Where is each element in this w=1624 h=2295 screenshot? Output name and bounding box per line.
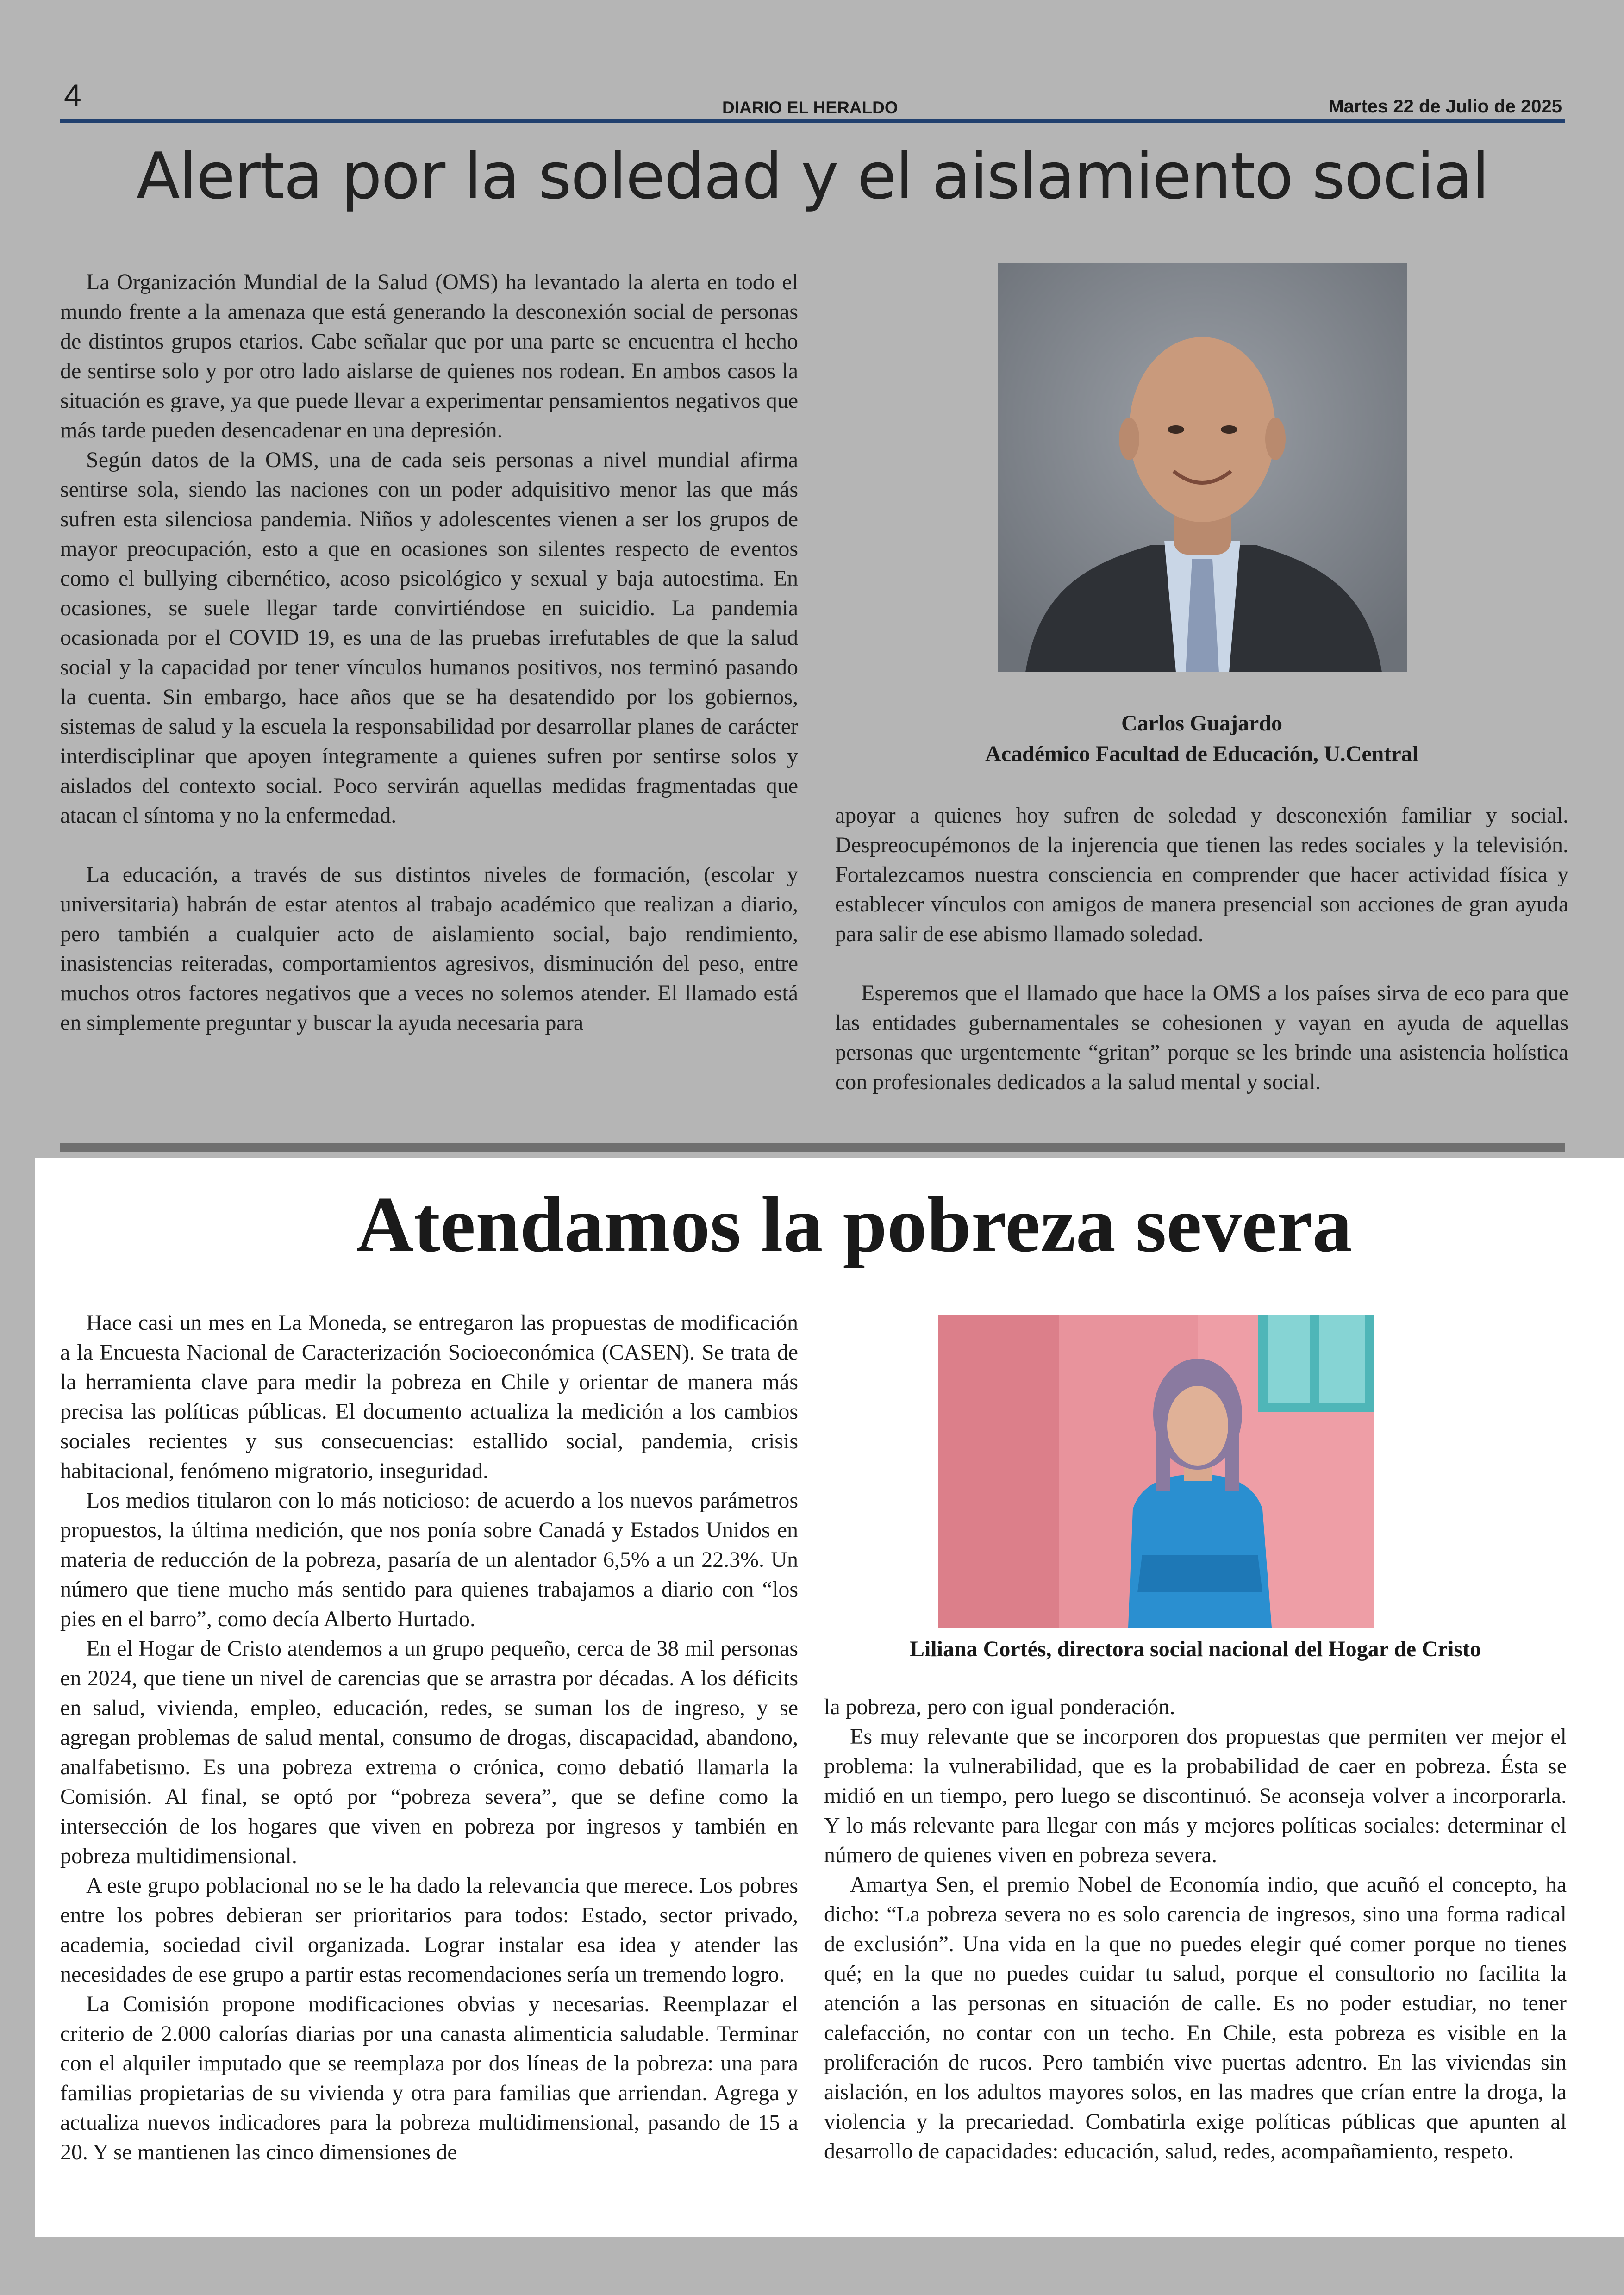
article-2-right-column bbox=[824, 1692, 1567, 2166]
article-1-title: Alerta por la soledad y el aislamiento social bbox=[136, 139, 1489, 213]
paragraph: Hace casi un mes en La Moneda, se entregaron las propuestas de modificación a la Encuesta Nacional de Caracterización Socioeconómica (CASEN). Se trata de la herramienta clave para medir la pobreza en Chile y orientar de manera más precisa las políticas públicas. El documento actualiza la medición a los cambios sociales recientes y sus consecuencias: estallido social, pandemia, crisis habitacional, fenómeno migratorio, inseguridad. bbox=[60, 1310, 798, 1483]
page-number: 4 bbox=[64, 78, 81, 113]
article-1-right-column bbox=[835, 801, 1568, 1097]
paragraph: A este grupo poblacional no se le ha dado la relevancia que merece. Los pobres entre los pobres debieran ser prioritarios para todos: Estado, sector privado, academia, sociedad civil organizada. Lograr instalar esa idea y atender las necesidades de ese grupo a partir estas recomendaciones sería un tremendo logro. bbox=[60, 1873, 798, 1987]
paragraph: En el Hogar de Cristo atendemos a un grupo pequeño, cerca de 38 mil personas en 2024, que tiene un nivel de carencias que se arrastra por décadas. A los déficits en salud, vivienda, empleo, educación, redes, se suman los de ingreso, y se agregan problemas de salud mental, consumo de drogas, discapacidad, abandono, analfabetismo. Es una pobreza extrema o crónica, como debatió llamarla la Comisión. Al final, se optó por “pobreza severa”, que se define como la intersección de los hogares que viven en pobreza por ingresos y también en pobreza multidimensional. bbox=[60, 1636, 798, 1868]
article-2-title: Atendamos la pobreza severa bbox=[356, 1181, 1352, 1269]
paragraph: apoyar a quienes hoy sufren de soledad y desconexión familiar y social. Despreocupémonos de la injerencia que tienen las redes sociales y la televisión. Fortalezcamos nuestra consciencia en comprender que hacer actividad física y establecer vínculos con amigos de manera presencial son acciones de gran ayuda para salir de ese abismo llamado soledad. bbox=[835, 803, 1568, 946]
paragraph: Amartya Sen, el premio Nobel de Economía indio, que acuñó el concepto, ha dicho: “La pobreza severa no es solo carencia de ingresos, sino una forma radical de exclusión”. Una vida en la que no puedes elegir qué comer porque no tienes qué; en la que no puedes cuidar tu salud, porque el consultorio no facilita la atención a las personas en situación de calle. Es no poder estudiar, no tener calefacción, no contar con un techo. En Chile, esta pobreza es visible en la proliferación de rucos. Pero también vive puertas adentro. En las viviendas sin aislación, en los adultos mayores solos, en las madres que crían entre la droga, la violencia y la precariedad. Combatirla exige políticas públicas que apunten al desarrollo de capacidades: educación, salud, redes, acompañamiento, respeto. bbox=[824, 1872, 1567, 2164]
article-1-left-column bbox=[60, 268, 798, 1038]
paragraph: Los medios titularon con lo más noticioso: de acuerdo a los nuevos parámetros propuestos, la última medición, que nos ponía sobre Canadá y Estados Unidos en materia de reducción de la pobreza, pasaría de un alentador 6,5% a un 22.3%. Un número que tiene mucho más sentido para quienes trabajamos a diario con “los pies en el barro”, como decía Alberto Hurtado. bbox=[60, 1488, 798, 1631]
paragraph: La Organización Mundial de la Salud (OMS) ha levantado la alerta en todo el mundo frente a la amenaza que está generando la desconexión social de personas de distintos grupos etarios. Cabe señalar que por una parte se encuentra el hecho de sentirse solo y por otro lado aislarse de quienes nos rodean. En ambos casos la situación es grave, ya que puede llevar a experimentar pensamientos negativos que más tarde pueden desencadenar en una depresión. bbox=[60, 270, 798, 443]
publication-date: Martes 22 de Julio de 2025 bbox=[1328, 96, 1562, 117]
header-rule bbox=[60, 119, 1565, 123]
paragraph: Según datos de la OMS, una de cada seis personas a nivel mundial afirma sentirse sola, siendo las naciones con un poder adquisitivo menor las que más sufren esta silenciosa pandemia. Niños y adolescentes vienen a ser los grupos de mayor preocupación, esto a que en ocasiones son silentes respecto de eventos como el bullying cibernético, acoso psicológico y sexual y baja autoestima. En ocasiones, se suele llegar tarde convirtiéndose en suicidio. La pandemia ocasionada por el COVID 19, es una de las pruebas irrefutables de que la salud social y la capacidad por tener vínculos humanos positivos, nos terminó pasando la cuenta. Sin embargo, hace años que se ha desatendido por los gobiernos, sistemas de salud y la escuela la responsabilidad por desarrollar planes de carácter interdisciplinar que apoyen íntegramente a quienes sufren por sentirse solos y aislados del contexto social. Poco servirán aquellas medidas fragmentadas que atacan el síntoma y no la enfermedad. bbox=[60, 448, 798, 828]
photo-caption: Liliana Cortés, directora social nacional del Hogar de Cristo bbox=[909, 1637, 1481, 1661]
paragraph: Es muy relevante que se incorporen dos propuestas que permiten ver mejor el problema: la vulnerabilidad, que es la probabilidad de caer en pobreza. Ésta se midió en un tiempo, pero luego se discontinuó. Se aconseja volver a incorporarla. Y lo más relevante para llegar con más y mejores políticas sociales: determinar el número de quienes viven en pobreza severa. bbox=[824, 1724, 1567, 1867]
paragraph: La Comisión propone modificaciones obvias y necesarias. Reemplazar el criterio de 2.000 calorías diarias por una canasta alimenticia saludable. Terminar con el alquiler imputado que se reemplaza por dos líneas de la pobreza: una para familias propietarias de su vivienda y otra para familias que arriendan. Agrega y actualiza nuevos indicadores para la pobreza multidimensional, pasando de 15 a 20. Y se mantienen las cinco dimensiones de bbox=[60, 1992, 798, 2164]
author-photo bbox=[998, 263, 1407, 672]
author-caption bbox=[835, 708, 1568, 769]
paragraph: Esperemos que el llamado que hace la OMS a los países sirva de eco para que las entidades gubernamentales se cohesionen y vayan en ayuda de aquellas personas que urgentemente “gritan” porque se les brinde una asistencia holística con profesionales dedicados a la salud mental y social. bbox=[835, 981, 1568, 1094]
paragraph: La educación, a través de sus distintos niveles de formación, (escolar y universitaria) habrán de estar atentos al trabajo académico que realizan a diario, pero también a cualquier acto de aislamiento social, bajo rendimiento, inasistencias reiteradas, comportamientos agresivos, disminución del peso, entre muchos otros factores negativos que a veces no solemos atender. El llamado está en simplemente preguntar y buscar la ayuda necesaria para bbox=[60, 862, 798, 1035]
author-role: Académico Facultad de Educación, U.Central bbox=[985, 742, 1418, 766]
subject-photo bbox=[938, 1315, 1374, 1628]
newspaper-name: DIARIO EL HERALDO bbox=[722, 98, 898, 117]
paragraph: la pobreza, pero con igual ponderación. bbox=[824, 1695, 1175, 1719]
author-name: Carlos Guajardo bbox=[1121, 711, 1282, 736]
section-separator bbox=[60, 1143, 1565, 1152]
article-2-left-column bbox=[60, 1308, 798, 2167]
